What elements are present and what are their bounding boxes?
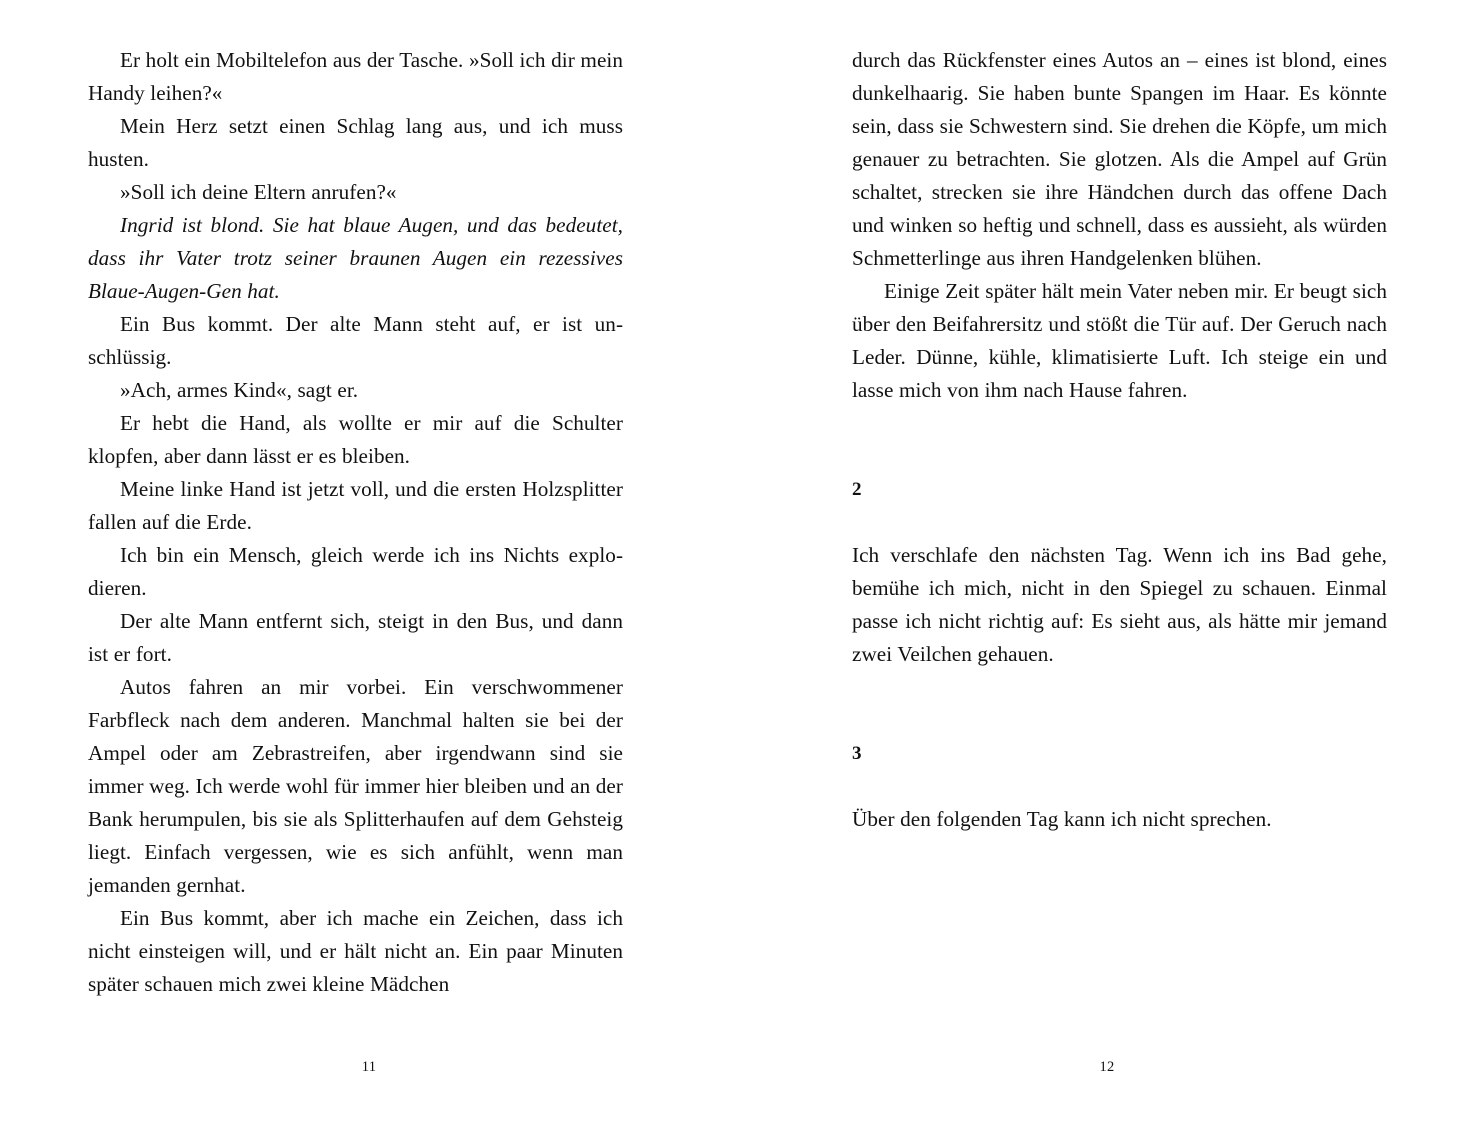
- section-number-3: 3: [852, 743, 862, 764]
- paragraph: Ich verschlafe den nächsten Tag. Wenn ich ins Bad gehe, bemühe ich mich, nicht in den Spiegel zu schauen. Einmal passe ich nicht richtig auf: Es sieht aus, als hätte mir jemand zwei Veilchen gehauen.: [852, 543, 1387, 666]
- page-number: 12: [1099, 1059, 1115, 1075]
- text-block-left: [88, 44, 623, 1001]
- section-number-2: 2: [852, 479, 862, 500]
- paragraph: Er holt ein Mobiltelefon aus der Tasche. »Soll ich dir mein Handy leihen?«: [88, 48, 623, 105]
- page-right: [738, 0, 1476, 1122]
- section-spacer: [852, 506, 1387, 539]
- section-spacer: [852, 407, 1387, 473]
- paragraph: Ein Bus kommt, aber ich mache ein Zeichen, dass ich nicht einsteigen will, und er hält nicht an. Ein paar Minuten später schauen mich zwei kleine Mädchen: [88, 906, 623, 996]
- paragraph: Der alte Mann entfernt sich, steigt in den Bus, und dann ist er fort.: [88, 609, 623, 666]
- paragraph: durch das Rückfenster eines Autos an – eines ist blond, eines dunkelhaarig. Sie haben bunte Spangen im Haar. Es könnte sein, dass sie Schwestern sind. Sie drehen die Köpfe, um mich genauer zu betrachten. Sie glotzen. Als die Ampel auf Grün schaltet, strecken sie ihre Händchen durch das offene Dach und winken so heftig und schnell, dass es aussieht, als würden Schmetterlinge aus ihren Handgelenken blühen.: [852, 48, 1387, 270]
- section-spacer: [852, 671, 1387, 737]
- paragraph: Meine linke Hand ist jetzt voll, und die ersten Holzsplitter fallen auf die Erde.: [88, 477, 623, 534]
- paragraph-italic: Ingrid ist blond. Sie hat blaue Augen, und das bedeutet, dass ihr Vater trotz seiner braunen Augen ein rezessives Blaue-Augen-Gen hat.: [88, 213, 623, 303]
- page-number: 11: [361, 1059, 377, 1075]
- paragraph: Einige Zeit später hält mein Vater neben mir. Er beugt sich über den Beifahrersitz und stößt die Tür auf. Der Geruch nach Leder. Dünne, kühle, klimatisierte Luft. Ich steige ein und lasse mich von ihm nach Hause fahren.: [852, 279, 1387, 402]
- text-block-right: [852, 44, 1387, 836]
- paragraph: Er hebt die Hand, als wollte er mir auf die Schulter klopfen, aber dann lässt er es bleiben.: [88, 411, 623, 468]
- section-spacer: [852, 770, 1387, 803]
- paragraph: Ich bin ein Mensch, gleich werde ich ins Nichts explodieren.: [88, 543, 623, 600]
- paragraph: Ein Bus kommt. Der alte Mann steht auf, er ist unschlüssig.: [88, 312, 623, 369]
- paragraph: »Ach, armes Kind«, sagt er.: [120, 378, 359, 402]
- paragraph: Mein Herz setzt einen Schlag lang aus, und ich muss husten.: [88, 114, 623, 171]
- paragraph: Autos fahren an mir vorbei. Ein verschwommener Farbfleck nach dem anderen. Manchmal halten sie bei der Ampel oder am Zebrastreifen, aber irgendwann sind sie immer weg. Ich werde wohl für immer hier bleiben und an der Bank herumpulen, bis sie als Splitterhaufen auf dem Gehsteig liegt. Einfach vergessen, wie es sich anfühlt, wenn man jemanden gernhat.: [88, 675, 623, 897]
- paragraph: Über den folgenden Tag kann ich nicht sprechen.: [852, 807, 1272, 831]
- paragraph: »Soll ich deine Eltern anrufen?«: [120, 180, 397, 204]
